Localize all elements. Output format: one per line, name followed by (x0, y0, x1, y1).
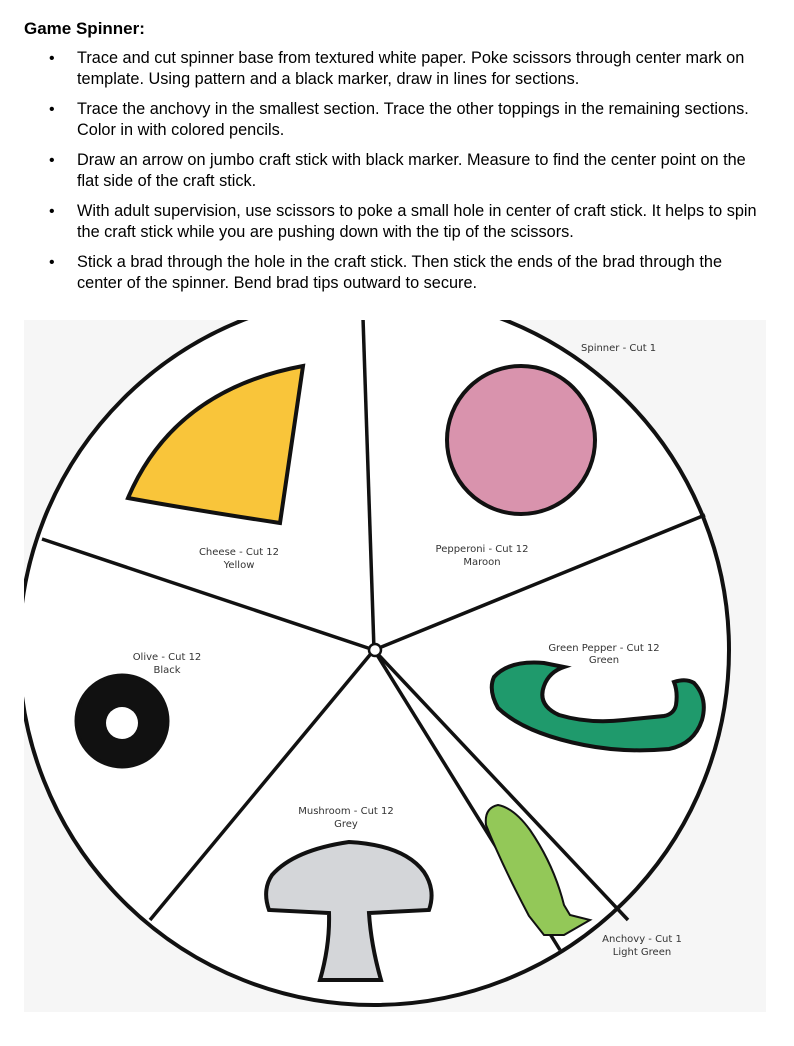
pepperoni-topping-shape (447, 366, 595, 514)
instruction-text: Trace and cut spinner base from textured white paper. Poke scissors through center mark on template. Using pattern and a black marker, draw in lines for sections. (77, 49, 745, 88)
instruction-step (0, 150, 794, 192)
center-mark (369, 644, 381, 656)
olive-label: Olive - Cut 12 (132, 652, 202, 663)
bullet-icon: • (49, 101, 55, 118)
olive-color-label: Black (153, 665, 181, 676)
page-title: Game Spinner: (24, 19, 145, 38)
bullet-icon: • (49, 50, 55, 67)
cheese-label: Cheese - Cut 12 (198, 547, 280, 558)
instruction-text: Stick a brad through the hole in the craft stick. Then stick the ends of the brad through the center of the spinner. Bend brad tips outward to secure. (77, 253, 723, 292)
instruction-text: Trace the anchovy in the smallest section. Trace the other toppings in the remaining sections. Color in with colored pencils. (77, 100, 749, 139)
pepperoni-label: Pepperoni - Cut 12 (435, 544, 529, 555)
instruction-step (0, 99, 794, 141)
cheese-color-label: Yellow (223, 560, 255, 571)
olive-hole (106, 707, 138, 739)
anchovy-label: Anchovy - Cut 1 (602, 934, 682, 945)
pepperoni-color-label: Maroon (463, 557, 501, 568)
mushroom-color-label: Grey (334, 819, 358, 830)
bullet-icon: • (49, 254, 55, 271)
anchovy-color-label: Light Green (612, 947, 672, 958)
bullet-icon: • (49, 152, 55, 169)
spinner-caption: Spinner - Cut 1 (581, 343, 657, 354)
instruction-step (0, 252, 794, 294)
instruction-text: Draw an arrow on jumbo craft stick with black marker. Measure to find the center point on the flat side of the craft stick. (77, 151, 746, 190)
instruction-step (0, 48, 794, 90)
bullet-icon: • (49, 203, 55, 220)
instruction-text: With adult supervision, use scissors to poke a small hole in center of craft stick. It helps to spin the craft stick while you are pushing down with the tip of the scissors. (77, 202, 757, 241)
green-pepper-color-label: Green (588, 655, 620, 666)
spinner-template-image (24, 320, 766, 1012)
green-pepper-label: Green Pepper - Cut 12 (548, 643, 660, 654)
mushroom-label: Mushroom - Cut 12 (298, 806, 394, 817)
instruction-step (0, 201, 794, 243)
spinner-diagram (24, 320, 766, 1012)
instruction-list (0, 48, 794, 303)
